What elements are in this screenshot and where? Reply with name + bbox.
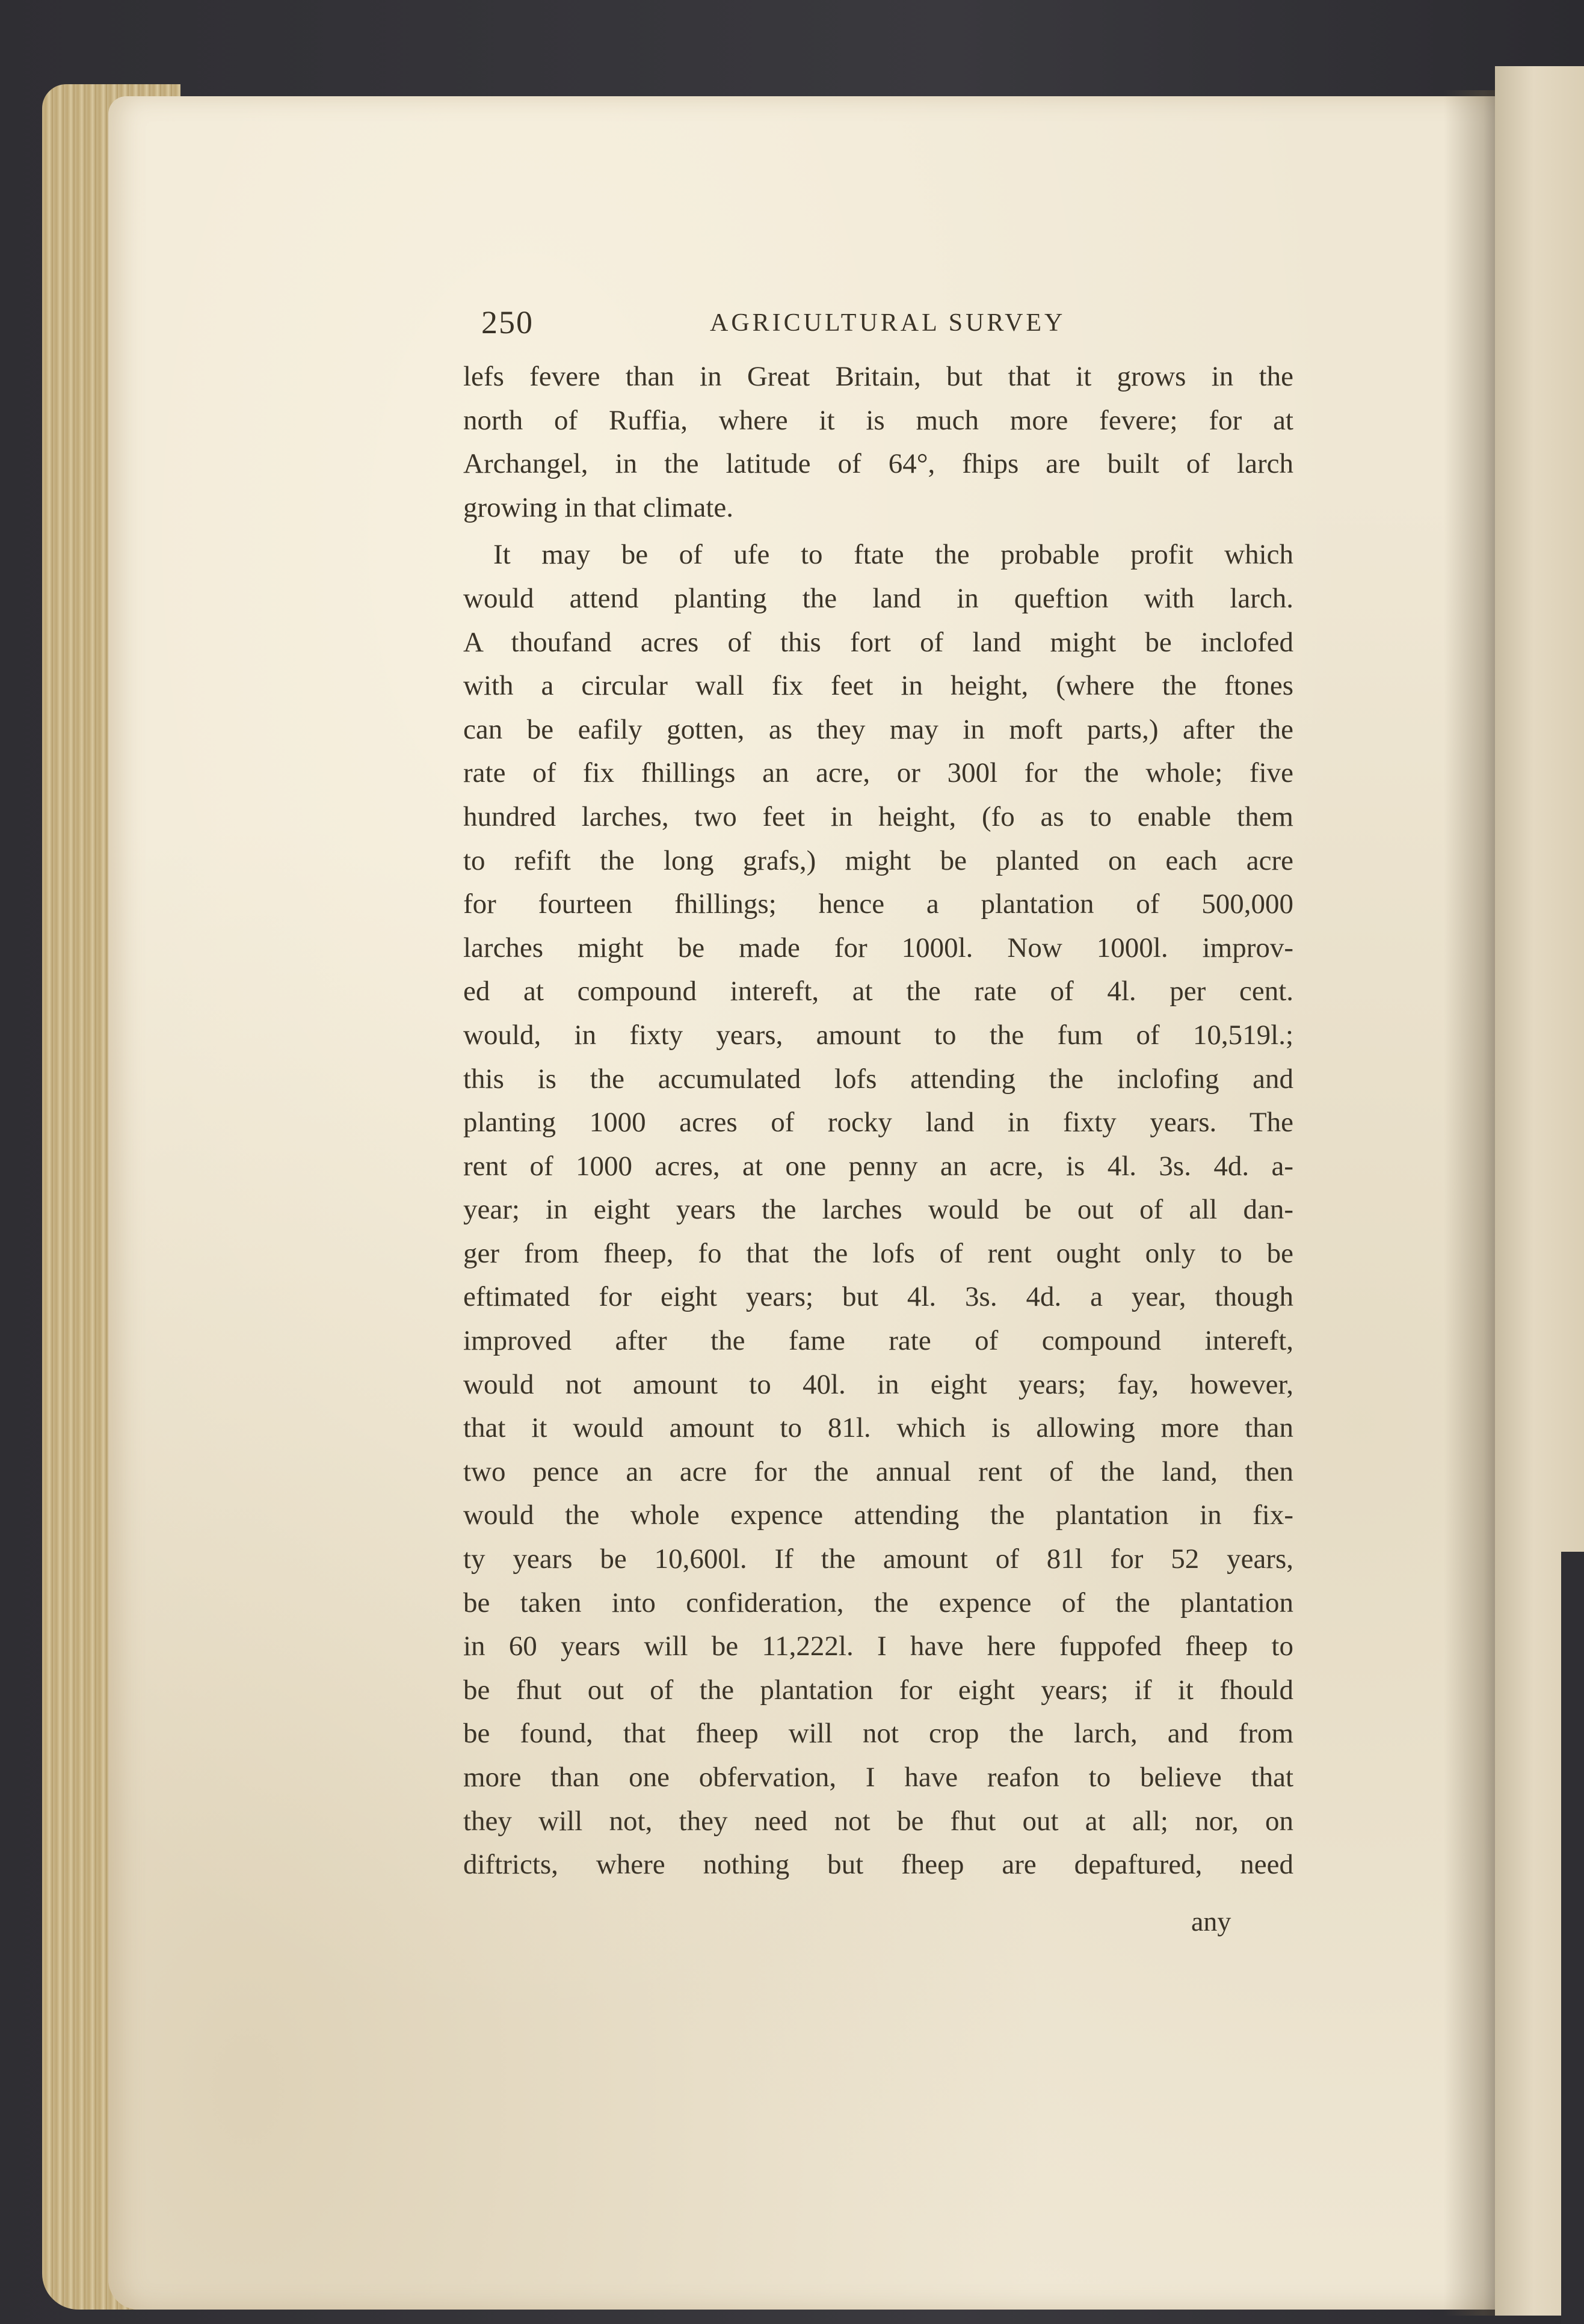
- text-line: hundred larches, two feet in height, (fo as to enable them: [463, 801, 1293, 832]
- text-line: two pence an acre for the annual rent of the land, then: [463, 1456, 1293, 1487]
- paragraph-2: [463, 533, 1293, 1886]
- text-line: would attend planting the land in queftion with larch.: [463, 582, 1293, 614]
- text-line: It may be of ufe to ftate the probable profit which: [493, 539, 1293, 571]
- text-line: that it would amount to 81l. which is allowing more than: [463, 1412, 1293, 1444]
- page-number: 250: [481, 304, 534, 340]
- text-line: be taken into confideration, the expence of the plantation: [463, 1587, 1293, 1618]
- text-line: would not amount to 40l. in eight years; fay, however,: [463, 1368, 1293, 1400]
- text-line: to refift the long grafs,) might be planted on each acre: [463, 844, 1293, 876]
- text-line: be found, that fheep will not crop the larch, and from: [463, 1718, 1293, 1750]
- text-line: eftimated for eight years; but 4l. 3s. 4d. a year, though: [463, 1281, 1293, 1313]
- background-strip: [1561, 1552, 1584, 2324]
- paragraph-1: [463, 355, 1293, 529]
- catchword: any: [1191, 1906, 1231, 1937]
- text-line: larches might be made for 1000l. Now 1000l. improv-: [463, 932, 1293, 964]
- text-line: for fourteen fhillings; hence a plantation of 500,000: [463, 888, 1293, 920]
- text-line: ger from fheep, fo that the lofs of rent ought only to be: [463, 1237, 1293, 1269]
- text-line: year; in eight years the larches would be out of all dan-: [463, 1194, 1293, 1226]
- text-line: would, in fixty years, amount to the fum of 10,519l.;: [463, 1019, 1293, 1051]
- text-line: ty years be 10,600l. If the amount of 81l for 52 years,: [463, 1543, 1293, 1575]
- text-line: with a circular wall fix feet in height, (where the ftones: [463, 670, 1293, 702]
- text-line: planting 1000 acres of rocky land in fixty years. The: [463, 1107, 1293, 1139]
- text-line: can be eafily gotten, as they may in moft parts,) after the: [463, 713, 1293, 745]
- body-text: [463, 355, 1293, 1887]
- text-line: rent of 1000 acres, at one penny an acre, is 4l. 3s. 4d. a-: [463, 1150, 1293, 1182]
- text-line: ed at compound intereft, at the rate of 4l. per cent.: [463, 976, 1293, 1007]
- text-line: in 60 years will be 11,222l. I have here fuppofed fheep to: [463, 1631, 1293, 1662]
- text-line: more than one obfervation, I have reafon to believe that: [463, 1762, 1293, 1793]
- text-line: lefs fevere than in Great Britain, but that it grows in the: [463, 361, 1293, 392]
- text-line: improved after the fame rate of compound intereft,: [463, 1325, 1293, 1357]
- text-line: growing in that climate.: [463, 491, 734, 523]
- text-line: diftricts, where nothing but fheep are depaftured, need: [463, 1849, 1293, 1881]
- text-line: rate of fix fhillings an acre, or 300l for the whole; five: [463, 757, 1293, 789]
- text-line: they will not, they need not be fhut out at all; nor, on: [463, 1805, 1293, 1837]
- text-line: A thoufand acres of this fort of land might be inclofed: [463, 626, 1293, 658]
- text-line: north of Ruffia, where it is much more fevere; for at: [463, 404, 1293, 436]
- text-line: this is the accumulated lofs attending the inclofing and: [463, 1063, 1293, 1095]
- text-line: Archangel, in the latitude of 64°, fhips are built of larch: [463, 448, 1293, 480]
- text-line: be fhut out of the plantation for eight years; if it fhould: [463, 1674, 1293, 1706]
- running-head: AGRICULTURAL SURVEY: [710, 309, 1066, 337]
- page-header: [481, 304, 1119, 346]
- text-line: would the whole expence attending the plantation in fix-: [463, 1499, 1293, 1531]
